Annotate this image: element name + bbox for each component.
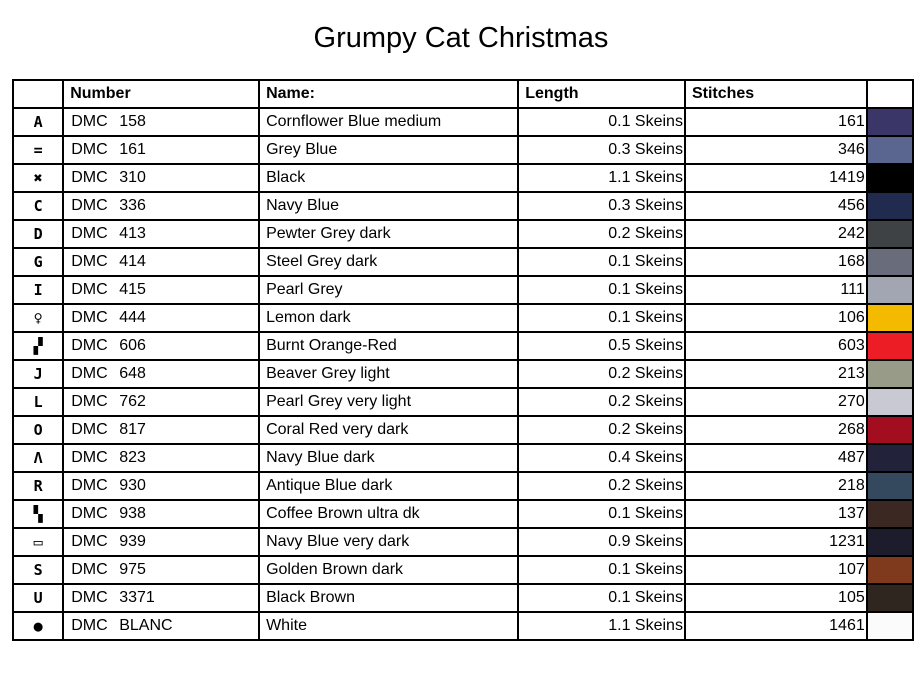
stitch-symbol: ● xyxy=(13,612,63,640)
thread-code: 158 xyxy=(119,112,146,130)
thread-length: 0.4 Skeins xyxy=(518,444,685,472)
thread-number-cell xyxy=(63,276,259,304)
thread-number-cell xyxy=(63,612,259,640)
thread-name: Lemon dark xyxy=(259,304,518,332)
thread-code: 975 xyxy=(119,560,146,578)
thread-number-cell xyxy=(63,192,259,220)
thread-length: 0.1 Skeins xyxy=(518,556,685,584)
thread-name: Golden Brown dark xyxy=(259,556,518,584)
stitch-count: 137 xyxy=(685,500,867,528)
thread-name: Pearl Grey xyxy=(259,276,518,304)
color-swatch-cell xyxy=(867,444,913,472)
thread-length: 0.2 Skeins xyxy=(518,220,685,248)
color-swatch xyxy=(868,557,912,583)
thread-number-cell xyxy=(63,136,259,164)
stitch-count: 168 xyxy=(685,248,867,276)
thread-number-cell xyxy=(63,304,259,332)
color-swatch-cell xyxy=(867,220,913,248)
thread-number-cell xyxy=(63,220,259,248)
table-row xyxy=(13,192,913,220)
color-swatch xyxy=(868,389,912,415)
color-swatch-cell xyxy=(867,416,913,444)
table-row xyxy=(13,388,913,416)
stitch-count: 603 xyxy=(685,332,867,360)
thread-number-cell xyxy=(63,108,259,136)
color-swatch-cell xyxy=(867,164,913,192)
thread-number-cell xyxy=(63,556,259,584)
table-row xyxy=(13,584,913,612)
stitch-symbol: O xyxy=(13,416,63,444)
thread-name: Steel Grey dark xyxy=(259,248,518,276)
color-swatch xyxy=(868,361,912,387)
thread-number-cell xyxy=(63,416,259,444)
thread-name: Cornflower Blue medium xyxy=(259,108,518,136)
thread-code: 161 xyxy=(119,140,146,158)
thread-name: Grey Blue xyxy=(259,136,518,164)
color-swatch-cell xyxy=(867,248,913,276)
thread-code: 444 xyxy=(119,308,146,326)
table-row xyxy=(13,276,913,304)
thread-length: 0.2 Skeins xyxy=(518,416,685,444)
stitch-count: 106 xyxy=(685,304,867,332)
thread-name: Navy Blue very dark xyxy=(259,528,518,556)
page-title: Grumpy Cat Christmas xyxy=(313,22,609,54)
table-row xyxy=(13,164,913,192)
table-row xyxy=(13,612,913,640)
stitch-count: 456 xyxy=(685,192,867,220)
color-swatch xyxy=(868,417,912,443)
table-row xyxy=(13,528,913,556)
header-symbol xyxy=(13,80,63,108)
thread-name: Navy Blue xyxy=(259,192,518,220)
header-color xyxy=(867,80,913,108)
header-stitches: Stitches xyxy=(685,80,867,108)
stitch-symbol: ▚ xyxy=(13,500,63,528)
table-row xyxy=(13,304,913,332)
thread-length: 0.2 Skeins xyxy=(518,472,685,500)
table-header-row xyxy=(13,80,913,108)
stitch-count: 1461 xyxy=(685,612,867,640)
thread-code: 823 xyxy=(119,448,146,466)
thread-brand: DMC xyxy=(71,140,108,158)
thread-name: Antique Blue dark xyxy=(259,472,518,500)
stitch-symbol: G xyxy=(13,248,63,276)
header-number: Number xyxy=(63,80,259,108)
thread-length: 0.2 Skeins xyxy=(518,388,685,416)
thread-length: 0.1 Skeins xyxy=(518,248,685,276)
stitch-symbol: J xyxy=(13,360,63,388)
thread-code: 336 xyxy=(119,196,146,214)
thread-brand: DMC xyxy=(71,252,108,270)
stitch-count: 105 xyxy=(685,584,867,612)
thread-code: 648 xyxy=(119,364,146,382)
stitch-count: 242 xyxy=(685,220,867,248)
stitch-symbol: L xyxy=(13,388,63,416)
color-swatch xyxy=(868,613,912,639)
color-swatch xyxy=(868,109,912,135)
thread-name: Black xyxy=(259,164,518,192)
color-swatch xyxy=(868,249,912,275)
stitch-count: 213 xyxy=(685,360,867,388)
thread-length: 1.1 Skeins xyxy=(518,164,685,192)
thread-brand: DMC xyxy=(71,308,108,326)
thread-brand: DMC xyxy=(71,420,108,438)
color-swatch xyxy=(868,501,912,527)
thread-number-cell xyxy=(63,528,259,556)
thread-length: 0.9 Skeins xyxy=(518,528,685,556)
stitch-symbol: S xyxy=(13,556,63,584)
table-row xyxy=(13,136,913,164)
thread-code: BLANC xyxy=(119,616,173,634)
stitch-symbol: C xyxy=(13,192,63,220)
thread-name: White xyxy=(259,612,518,640)
stitch-count: 107 xyxy=(685,556,867,584)
thread-code: 414 xyxy=(119,252,146,270)
stitch-symbol: R xyxy=(13,472,63,500)
stitch-symbol: U xyxy=(13,584,63,612)
color-swatch xyxy=(868,585,912,611)
thread-length: 0.3 Skeins xyxy=(518,136,685,164)
thread-number-cell xyxy=(63,164,259,192)
stitch-symbol: Λ xyxy=(13,444,63,472)
stitch-count: 1231 xyxy=(685,528,867,556)
stitch-count: 161 xyxy=(685,108,867,136)
thread-length: 0.1 Skeins xyxy=(518,108,685,136)
thread-code: 762 xyxy=(119,392,146,410)
thread-code: 606 xyxy=(119,336,146,354)
thread-brand: DMC xyxy=(71,616,108,634)
stitch-symbol: ♀ xyxy=(13,304,63,332)
thread-number-cell xyxy=(63,332,259,360)
color-swatch-cell xyxy=(867,332,913,360)
table-row xyxy=(13,332,913,360)
thread-name: Coral Red very dark xyxy=(259,416,518,444)
stitch-count: 346 xyxy=(685,136,867,164)
table-body xyxy=(13,108,913,640)
thread-number-cell xyxy=(63,444,259,472)
thread-brand: DMC xyxy=(71,112,108,130)
color-swatch xyxy=(868,333,912,359)
thread-length: 0.1 Skeins xyxy=(518,276,685,304)
color-swatch xyxy=(868,305,912,331)
thread-brand: DMC xyxy=(71,476,108,494)
thread-number-cell xyxy=(63,388,259,416)
header-name: Name: xyxy=(259,80,518,108)
color-swatch xyxy=(868,277,912,303)
thread-number-cell xyxy=(63,584,259,612)
thread-name: Pewter Grey dark xyxy=(259,220,518,248)
stitch-symbol: ▞ xyxy=(13,332,63,360)
thread-code: 310 xyxy=(119,168,146,186)
stitch-symbol: D xyxy=(13,220,63,248)
thread-length: 0.1 Skeins xyxy=(518,584,685,612)
stitch-count: 1419 xyxy=(685,164,867,192)
thread-code: 415 xyxy=(119,280,146,298)
thread-length: 0.5 Skeins xyxy=(518,332,685,360)
stitch-symbol: ▭ xyxy=(13,528,63,556)
thread-brand: DMC xyxy=(71,336,108,354)
thread-name: Black Brown xyxy=(259,584,518,612)
table-row xyxy=(13,108,913,136)
color-swatch-cell xyxy=(867,136,913,164)
thread-code: 3371 xyxy=(119,588,155,606)
stitch-count: 218 xyxy=(685,472,867,500)
color-swatch-cell xyxy=(867,192,913,220)
thread-code: 930 xyxy=(119,476,146,494)
thread-name: Coffee Brown ultra dk xyxy=(259,500,518,528)
color-swatch xyxy=(868,473,912,499)
color-swatch xyxy=(868,445,912,471)
stitch-symbol: A xyxy=(13,108,63,136)
stitch-count: 268 xyxy=(685,416,867,444)
color-swatch xyxy=(868,137,912,163)
thread-brand: DMC xyxy=(71,280,108,298)
color-swatch-cell xyxy=(867,276,913,304)
stitch-symbol: ✖ xyxy=(13,164,63,192)
thread-name: Beaver Grey light xyxy=(259,360,518,388)
thread-name: Navy Blue dark xyxy=(259,444,518,472)
color-swatch-cell xyxy=(867,500,913,528)
table-row xyxy=(13,360,913,388)
header-length: Length xyxy=(518,80,685,108)
table-row xyxy=(13,220,913,248)
thread-brand: DMC xyxy=(71,392,108,410)
color-swatch-cell xyxy=(867,584,913,612)
color-swatch xyxy=(868,529,912,555)
thread-brand: DMC xyxy=(71,196,108,214)
thread-number-cell xyxy=(63,248,259,276)
table-row xyxy=(13,248,913,276)
color-swatch-cell xyxy=(867,612,913,640)
thread-code: 939 xyxy=(119,532,146,550)
stitch-symbol: I xyxy=(13,276,63,304)
thread-length: 0.1 Skeins xyxy=(518,500,685,528)
table-row xyxy=(13,416,913,444)
thread-number-cell xyxy=(63,500,259,528)
thread-name: Burnt Orange-Red xyxy=(259,332,518,360)
color-swatch-cell xyxy=(867,360,913,388)
color-swatch-cell xyxy=(867,472,913,500)
thread-code: 817 xyxy=(119,420,146,438)
stitch-count: 270 xyxy=(685,388,867,416)
thread-legend-table xyxy=(12,79,914,641)
thread-length: 0.3 Skeins xyxy=(518,192,685,220)
thread-brand: DMC xyxy=(71,560,108,578)
table-row xyxy=(13,500,913,528)
color-swatch xyxy=(868,221,912,247)
thread-brand: DMC xyxy=(71,364,108,382)
table-row xyxy=(13,472,913,500)
table-row xyxy=(13,444,913,472)
stitch-count: 111 xyxy=(685,276,867,304)
thread-code: 938 xyxy=(119,504,146,522)
stitch-symbol: = xyxy=(13,136,63,164)
thread-number-cell xyxy=(63,472,259,500)
thread-brand: DMC xyxy=(71,448,108,466)
color-swatch-cell xyxy=(867,388,913,416)
thread-code: 413 xyxy=(119,224,146,242)
thread-brand: DMC xyxy=(71,504,108,522)
thread-length: 0.1 Skeins xyxy=(518,304,685,332)
color-swatch xyxy=(868,193,912,219)
table-row xyxy=(13,556,913,584)
color-swatch-cell xyxy=(867,556,913,584)
color-swatch-cell xyxy=(867,108,913,136)
stitch-count: 487 xyxy=(685,444,867,472)
thread-brand: DMC xyxy=(71,588,108,606)
color-swatch-cell xyxy=(867,528,913,556)
thread-length: 0.2 Skeins xyxy=(518,360,685,388)
color-swatch xyxy=(868,165,912,191)
thread-brand: DMC xyxy=(71,532,108,550)
thread-brand: DMC xyxy=(71,224,108,242)
color-swatch-cell xyxy=(867,304,913,332)
thread-length: 1.1 Skeins xyxy=(518,612,685,640)
thread-name: Pearl Grey very light xyxy=(259,388,518,416)
thread-number-cell xyxy=(63,360,259,388)
thread-brand: DMC xyxy=(71,168,108,186)
